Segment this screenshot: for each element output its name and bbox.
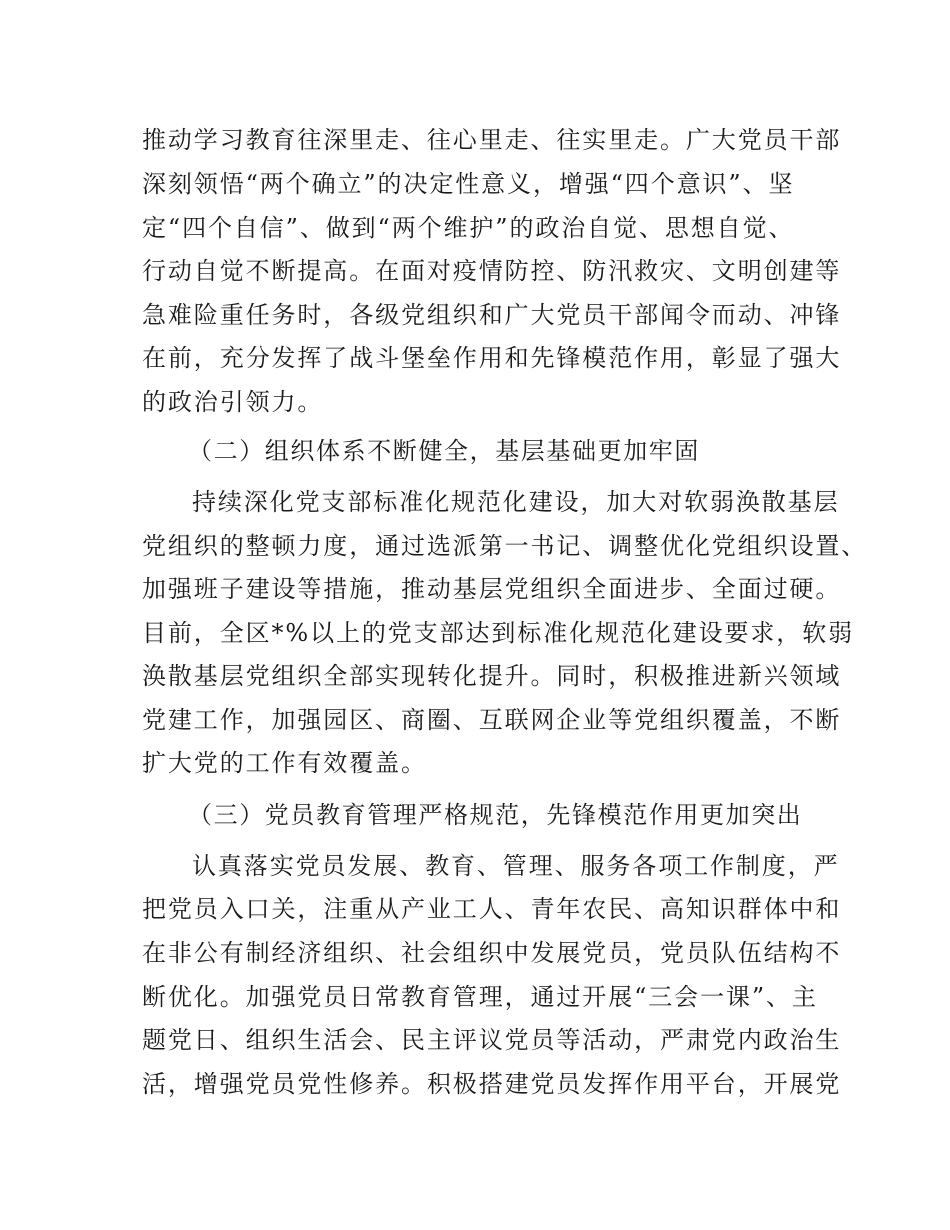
body-text-line: 推动学习教育往深里走、往心里走、往实里走。广大党员干部: [142, 126, 842, 154]
body-text-line: 题党日、组织生活会、民主评议党员等活动，严肃党内政治生: [142, 1026, 842, 1054]
body-text-line: 目前，全区*%以上的党支部达到标准化规范化建设要求，软弱: [142, 619, 855, 647]
paragraph-first-line: 认真落实党员发展、教育、管理、服务各项工作制度，严: [192, 852, 840, 880]
body-text-line: 的政治引领力。: [142, 388, 324, 416]
body-text-line: 定“四个自信”、做到“两个维护”的政治自觉、思想自觉、: [142, 214, 795, 242]
body-text-line: 急难险重任务时，各级党组织和广大党员干部闻令而动、冲锋: [142, 301, 842, 329]
body-text-line: 在非公有制经济组织、社会组织中发展党员，党员队伍结构不: [142, 939, 842, 967]
body-text-line: 涣散基层党组织全部实现转化提升。同时，积极推进新兴领域: [142, 662, 842, 690]
section-heading-3: （三）党员教育管理严格规范，先锋模范作用更加突出: [188, 801, 803, 829]
section-heading-2: （二）组织体系不断健全，基层基础更加牢固: [188, 437, 700, 465]
body-text-line: 深刻领悟“两个确立”的决定性意义，增强“四个意识”、坚: [142, 170, 795, 198]
paragraph-first-line: 持续深化党支部标准化规范化建设，加大对软弱涣散基层: [192, 488, 840, 516]
body-text-line: 党建工作，加强园区、商圈、互联网企业等党组织覆盖，不断: [142, 706, 842, 734]
body-text-line: 加强班子建设等措施，推动基层党组织全面进步、全面过硬。: [142, 575, 842, 603]
body-text-line: 扩大党的工作有效覆盖。: [142, 749, 427, 777]
body-text-line: 党组织的整顿力度，通过选派第一书记、调整优化党组织设置、: [142, 532, 868, 560]
body-text-line: 断优化。加强党员日常教育管理，通过开展“三会一课”、主: [142, 983, 818, 1011]
body-text-line: 活，增强党员党性修养。积极搭建党员发挥作用平台，开展党: [142, 1070, 842, 1098]
body-text-line: 在前，充分发挥了战斗堡垒作用和先锋模范作用，彰显了强大: [142, 344, 842, 372]
body-text-line: 把党员入口关，注重从产业工人、青年农民、高知识群体中和: [142, 895, 842, 923]
body-text-line: 行动自觉不断提高。在面对疫情防控、防汛救灾、文明创建等: [142, 257, 842, 285]
